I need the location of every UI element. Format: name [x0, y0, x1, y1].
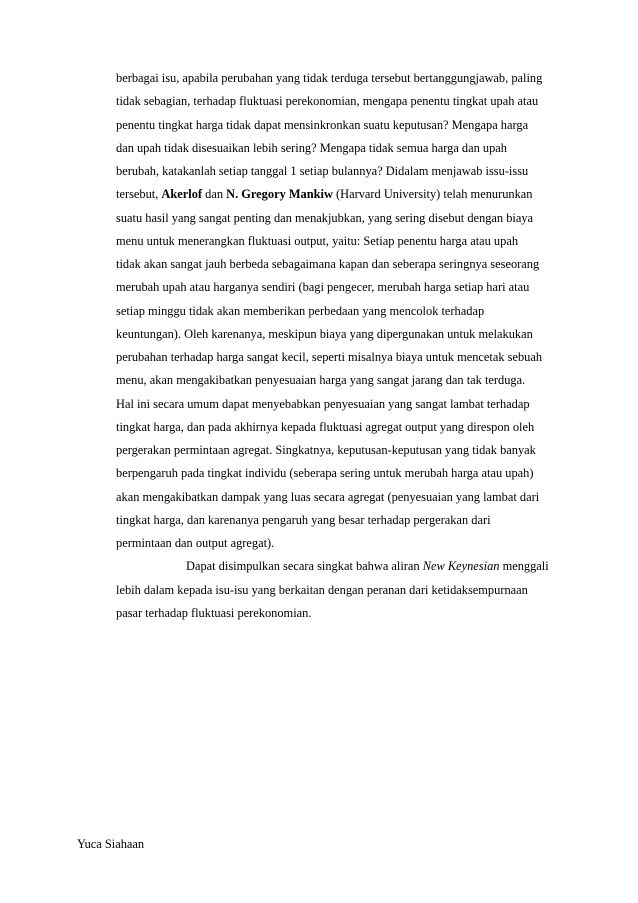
text-fragment: tersebut,: [116, 187, 162, 202]
text-line: akan mengakibatkan dampak yang luas secara agregat (penyesuaian yang lambat dari: [116, 489, 540, 504]
text-line: pergerakan permintaan agregat. Singkatnya, keputusan-keputusan yang tidak banyak: [116, 443, 536, 457]
text-line: penentu tingkat harga tidak dapat mensinkronkan suatu keputusan? Mengapa harga: [116, 117, 529, 132]
text-line: berpengaruh pada tingkat individu (seberapa sering untuk merubah harga atau upah): [116, 466, 534, 481]
text-line: tidak sebagian, terhadap fluktuasi perekonomian, mengapa penentu tingkat upah atau: [116, 94, 539, 109]
text-line: suatu hasil yang sangat penting dan menakjubkan, yang sering disebut dengan biaya: [116, 210, 534, 225]
text-line: berubah, katakanlah setiap tanggal 1 setiap bulannya? Didalam menjawab issu-issu: [116, 164, 529, 178]
text-line: berbagai isu, apabila perubahan yang tidak terduga tersebut bertanggungjawab, paling: [116, 71, 543, 85]
footer-author: Yuca Siahaan: [77, 837, 145, 851]
text-line: lebih dalam kepada isu-isu yang berkaitan dengan peranan dari ketidaksempurnaan: [116, 582, 528, 597]
text-line: menu, akan mengakibatkan penyesuaian harga yang sangat jarang dan tak terduga.: [116, 373, 526, 388]
term-new-keynesian: New Keynesian: [422, 559, 500, 574]
text-fragment: menggali: [499, 559, 549, 574]
author-name-mankiw: N. Gregory Mankiw: [226, 187, 333, 202]
text-line: [116, 183, 578, 206]
text-line: tingkat harga, dan pada akhirnya kepada fluktuasi agregat output yang direspon oleh: [116, 419, 535, 434]
author-name-akerlof: Akerlof: [161, 187, 203, 202]
text-fragment: (Harvard University) telah menurunkan: [332, 187, 533, 202]
text-line: keuntungan). Oleh karenanya, meskipun biaya yang dipergunakan untuk melakukan: [116, 326, 533, 341]
text-line: setiap minggu tidak akan memberikan perbedaan yang mencolok terhadap: [116, 303, 485, 318]
text-line: merubah upah atau harganya sendiri (bagi pengecer, merubah harga setiap hari atau: [116, 280, 530, 295]
text-line: pasar terhadap fluktuasi perekonomian.: [116, 605, 312, 620]
text-line: [116, 555, 578, 578]
text-fragment: Dapat disimpulkan secara singkat bahwa aliran: [186, 559, 423, 574]
text-line: tingkat harga, dan karenanya pengaruh yang besar terhadap pergerakan dari: [116, 512, 491, 527]
text-line: Hal ini secara umum dapat menyebabkan penyesuaian yang sangat lambat terhadap: [116, 396, 530, 411]
text-line: dan upah tidak disesuaikan lebih sering? Mengapa tidak semua harga dan upah: [116, 140, 507, 155]
text-line: permintaan dan output agregat).: [116, 536, 275, 550]
text-line: menu untuk menerangkan fluktuasi output, yaitu: Setiap penentu harga atau upah: [116, 233, 519, 248]
text-fragment: dan: [202, 187, 227, 202]
text-line: tidak akan sangat jauh berbeda sebagaimana kapan dan seberapa seringnya seseorang: [116, 257, 540, 271]
text-line: perubahan terhadap harga sangat kecil, seperti misalnya biaya untuk mencetak sebuah: [116, 350, 543, 364]
body-text: [116, 67, 578, 625]
